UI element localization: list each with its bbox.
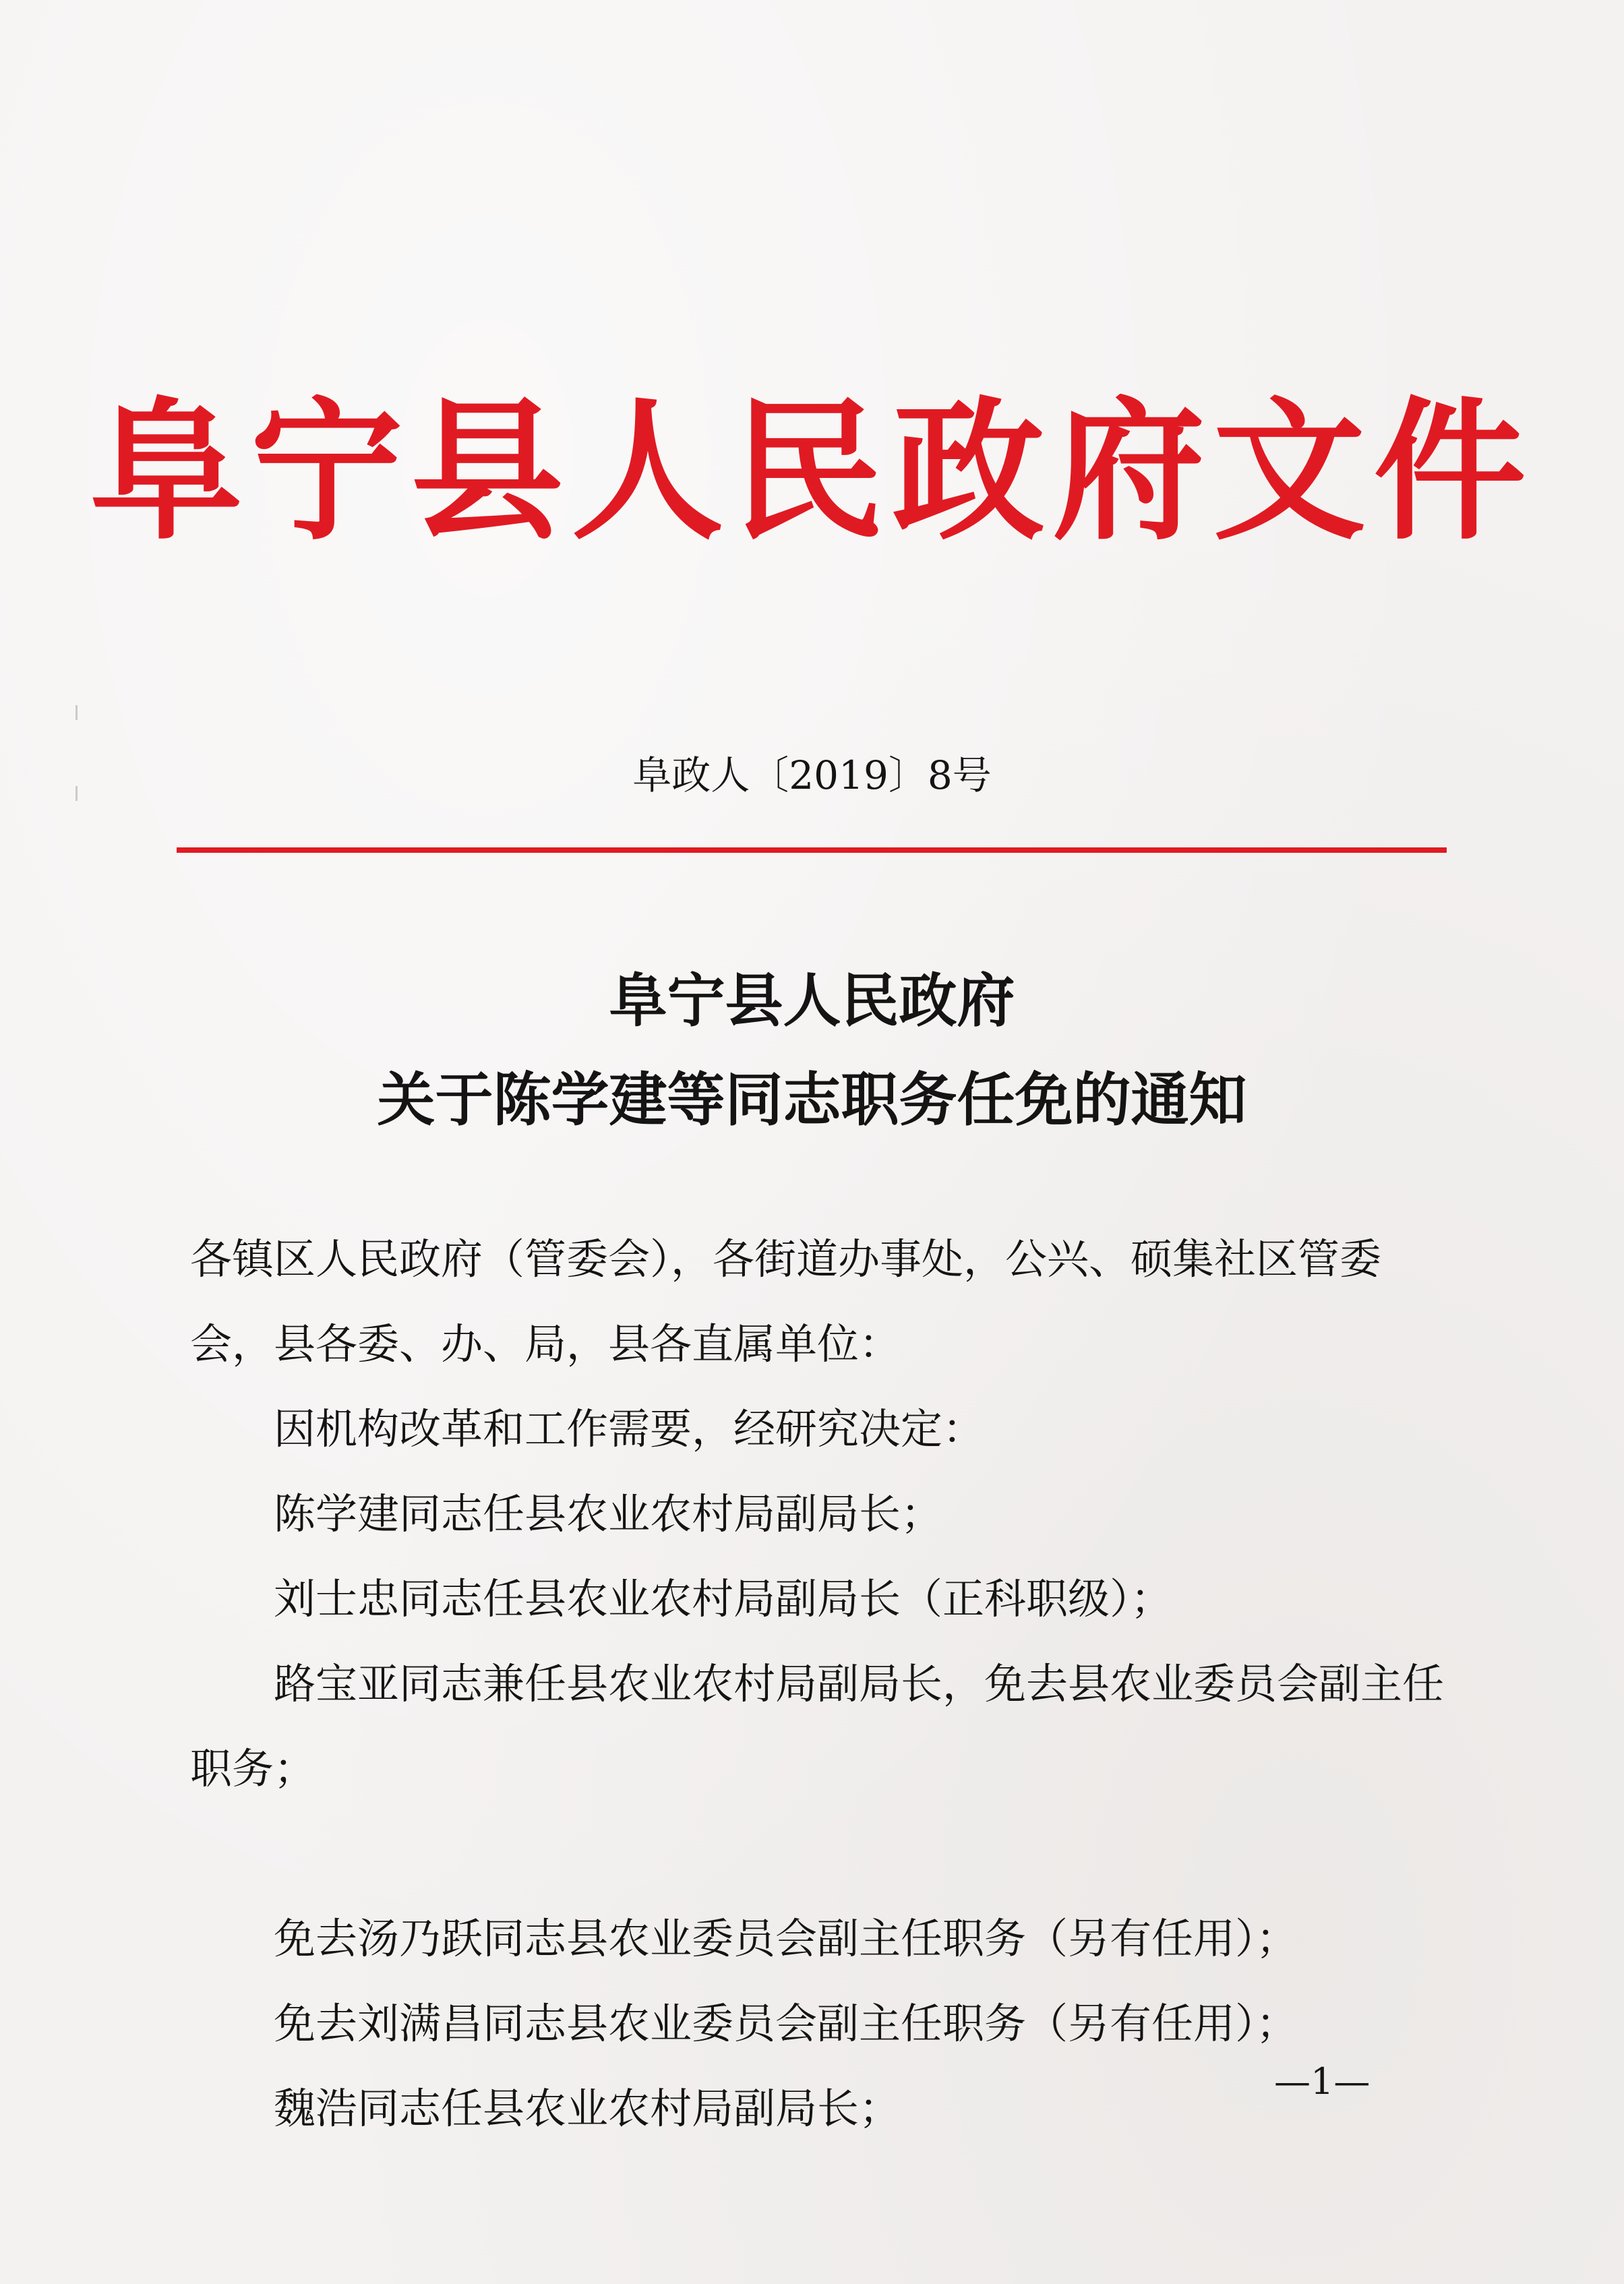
notice-title-line-1: 阜宁县人民政府 — [609, 967, 1015, 1035]
paragraph: 刘士忠同志任县农业农村局副局长（正科职级）； — [274, 1574, 1173, 1623]
page-number: —1— — [1274, 2060, 1371, 2103]
red-separator-line — [177, 847, 1447, 853]
paragraph: 因机构改革和工作需要，经研究决定： — [274, 1404, 985, 1453]
paragraph: 免去刘满昌同志县农业委员会副主任职务（另有任用）； — [274, 1999, 1298, 2048]
paragraph: 魏浩同志任县农业农村局副局长； — [274, 2084, 901, 2133]
document-header-title: 阜宁县人民政府文件 — [90, 382, 1534, 561]
document-number: 阜政人〔2019〕8号 — [632, 752, 992, 798]
paragraph: 路宝亚同志兼任县农业农村局副局长，免去县农业委员会副主任职务； — [190, 1659, 1445, 1793]
recipients: 各镇区人民政府（管委会），各街道办事处，公兴、硕集社区管委会，县各委、办、局，县各直属单位： — [190, 1234, 1382, 1369]
notice-title-line-2: 关于陈学建等同志职务任免的通知 — [377, 1066, 1247, 1134]
paragraph: 陈学建同志任县农业农村局副局长； — [274, 1489, 943, 1538]
paragraph: 免去汤乃跃同志县农业委员会副主任职务（另有任用）； — [274, 1914, 1298, 1963]
binding-hole-mark — [76, 705, 87, 720]
